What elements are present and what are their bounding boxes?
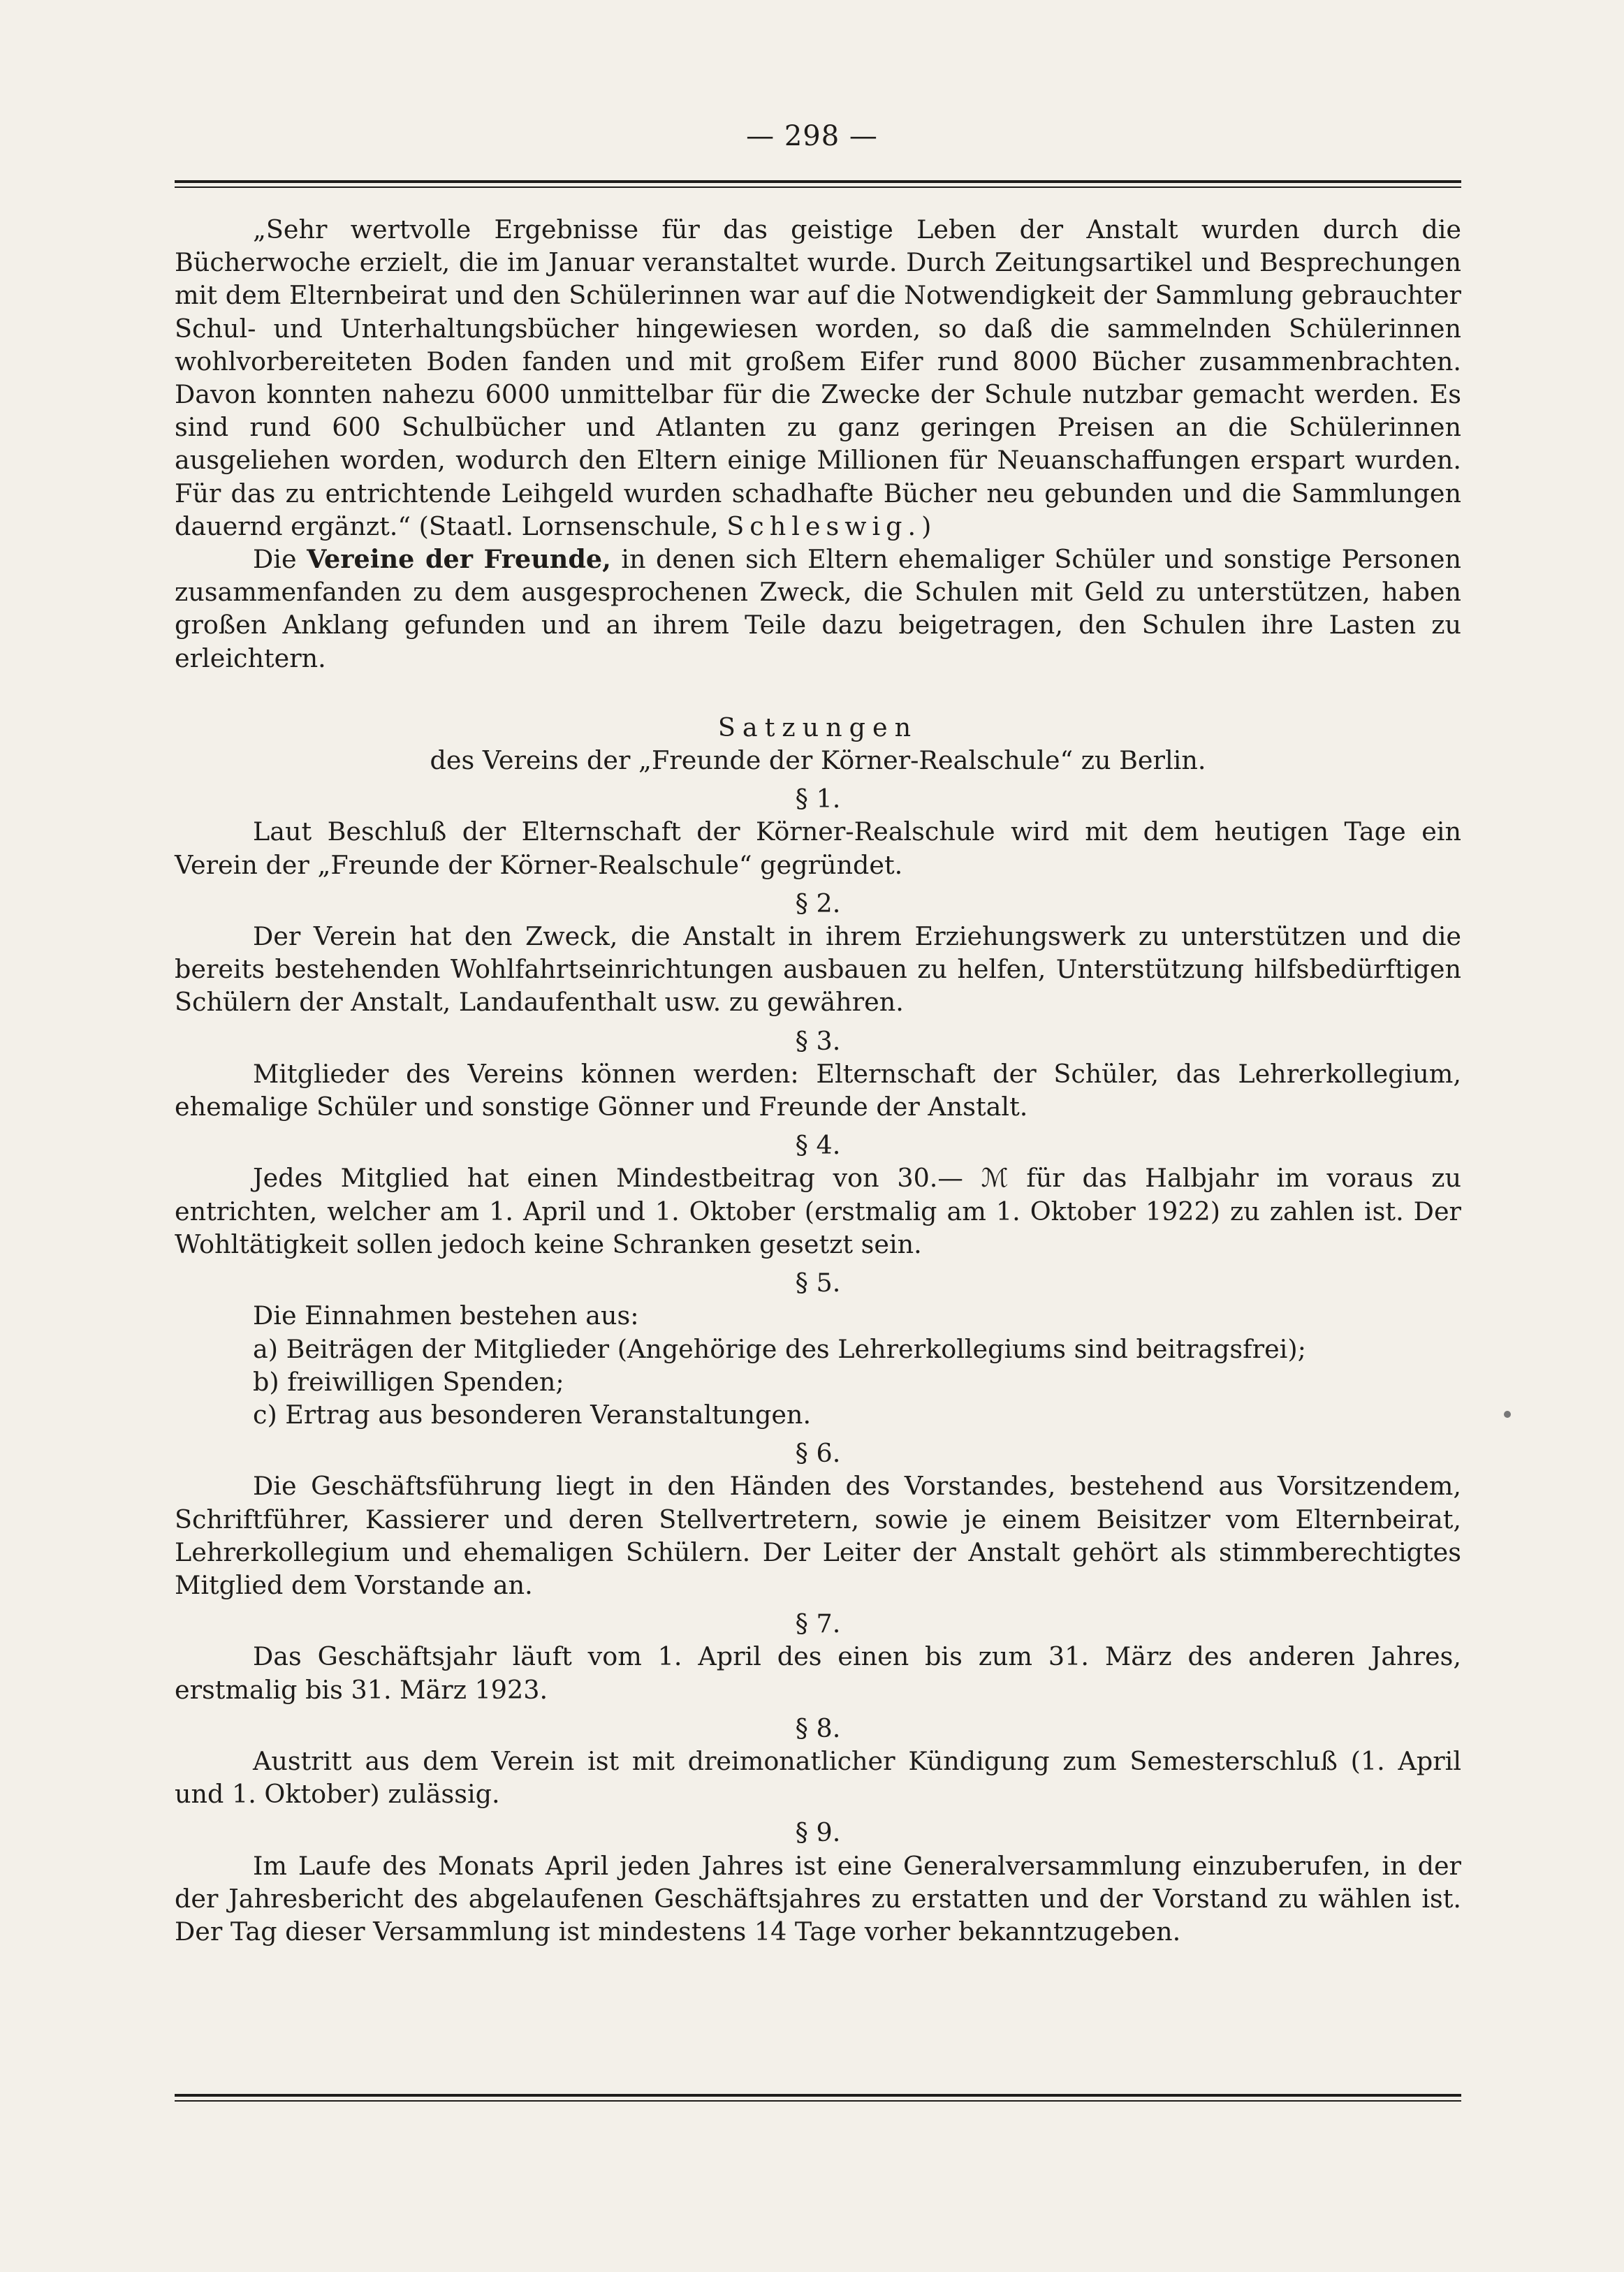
section-heading: § 5.	[795, 1268, 841, 1298]
vereine-bold: Vereine der Freunde,	[307, 544, 611, 575]
section-heading: § 8.	[795, 1713, 841, 1743]
statute-title: Satzungen	[717, 712, 919, 742]
bottom-rule	[175, 2094, 1461, 2102]
list-item: c) Ertrag aus besonderen Veranstaltungen.	[253, 1399, 812, 1430]
page-number: — 298 —	[746, 120, 878, 152]
section-text: Mitglieder des Vereins können werden: Elternschaft der Schüler, das Lehrerkollegium, ehemalige Schüler und sonstige Gönner und Freunde der Anstalt.	[175, 1058, 1461, 1122]
section-heading: § 4.	[795, 1130, 841, 1161]
section-text: Der Verein hat den Zweck, die Anstalt in ihrem Erziehungswerk zu unterstützen und die bereits bestehenden Wohlfahrtseinrichtungen ausbauen zu helfen, Unterstützung hilfsbedürftigen Schülern der Anstalt, Landaufenthalt usw. zu gewähren.	[175, 921, 1461, 1018]
section-text: Die Einnahmen bestehen aus:	[253, 1300, 639, 1331]
list-item: b) freiwilligen Spenden;	[253, 1366, 564, 1397]
section-heading: § 6.	[795, 1438, 841, 1469]
vereine-paragraph: Die Vereine der Freunde, in denen sich Eltern ehemaliger Schüler und sonstige Personen zusammenfanden zu dem ausgesprochenen Zweck, die Schulen mit Geld zu unterstützen, haben großen Anklang gefunden und an ihrem Teile dazu beigetragen, den Schulen ihre Lasten zu erleichtern.	[175, 544, 1461, 673]
statute-subtitle: des Vereins der „Freunde der Körner-Realschule“ zu Berlin.	[430, 745, 1206, 776]
body-text	[175, 213, 1461, 1948]
intro-quote-paragraph	[175, 213, 1461, 543]
intro-quote: „Sehr wertvolle Ergebnisse für das geistige Leben der Anstalt wurden durch die Bücherwoche erzielt, die im Januar veranstaltet wurde. Durch Zeitungsartikel und Besprechungen mit dem Elternbeirat und den Schülerinnen war auf die Notwendigkeit der Sammlung gebrauchter Schul- und Unterhaltungsbücher hingewiesen worden, so daß die sammelnden Schülerinnen wohlvorbereiteten Boden fanden und mit großem Eifer rund 8000 Bücher zusammenbrachten. Davon konnten nahezu 6000 unmittelbar für die Zwecke der Schule nutzbar gemacht werden. Es sind rund 600 Schulbücher und Atlanten zu ganz geringen Preisen an die Schülerinnen ausgeliehen worden, wodurch den Eltern einige Millionen für Neuanschaffungen erspart wurden. Für das zu entrichtende Leihgeld wurden schadhafte Bücher neu gebunden und die Sammlungen dauernd ergänzt.“ (Staatl. Lornsenschule,	[175, 214, 1461, 541]
section-text: Im Laufe des Monats April jeden Jahres ist eine Generalversammlung einzuberufen, in der der Jahresbericht des abgelaufenen Geschäftsjahres zu erstatten und der Vorstand zu wählen ist. Der Tag dieser Versammlung ist mindestens 14 Tage vorher bekanntzugeben.	[175, 1850, 1461, 1947]
section-heading: § 1.	[795, 784, 841, 814]
section-heading: § 3.	[795, 1025, 841, 1056]
top-rule	[175, 180, 1461, 188]
section-text: Jedes Mitglied hat einen Mindestbeitrag von 30.— ℳ für das Halbjahr im voraus zu entrichten, welcher am 1. April und 1. Oktober (erstmalig am 1. Oktober 1922) zu zahlen ist. Der Wohltätigkeit sollen jedoch keine Schranken gesetzt sein.	[175, 1163, 1461, 1259]
section-heading: § 7.	[795, 1608, 841, 1639]
section-heading: § 9.	[795, 1817, 841, 1848]
list-item: a) Beiträgen der Mitglieder (Angehörige des Lehrerkollegiums sind beitragsfrei);	[253, 1333, 1306, 1364]
section-text: Laut Beschluß der Elternschaft der Körner-Realschule wird mit dem heutigen Tage ein Verein der „Freunde der Körner-Realschule“ gegründet.	[175, 816, 1461, 880]
section-text: Die Geschäftsführung liegt in den Händen des Vorstandes, bestehend aus Vorsitzendem, Schriftführer, Kassierer und deren Stellvertretern, sowie je einem Beisitzer vom Elternbeirat, Lehrerkollegium und ehemaligen Schülern. Der Leiter der Anstalt gehört als stimmberechtigtes Mitglied dem Vorstande an.	[175, 1471, 1461, 1600]
intro-place: Schleswig.)	[726, 511, 937, 541]
ink-dot	[1504, 1411, 1511, 1418]
section-text: Das Geschäftsjahr läuft vom 1. April des einen bis zum 31. März des anderen Jahres, erstmalig bis 31. März 1923.	[175, 1641, 1461, 1705]
section-heading: § 2.	[795, 888, 841, 918]
section-text: Austritt aus dem Verein ist mit dreimonatlicher Kündigung zum Semesterschluß (1. April und 1. Oktober) zulässig.	[175, 1745, 1461, 1810]
